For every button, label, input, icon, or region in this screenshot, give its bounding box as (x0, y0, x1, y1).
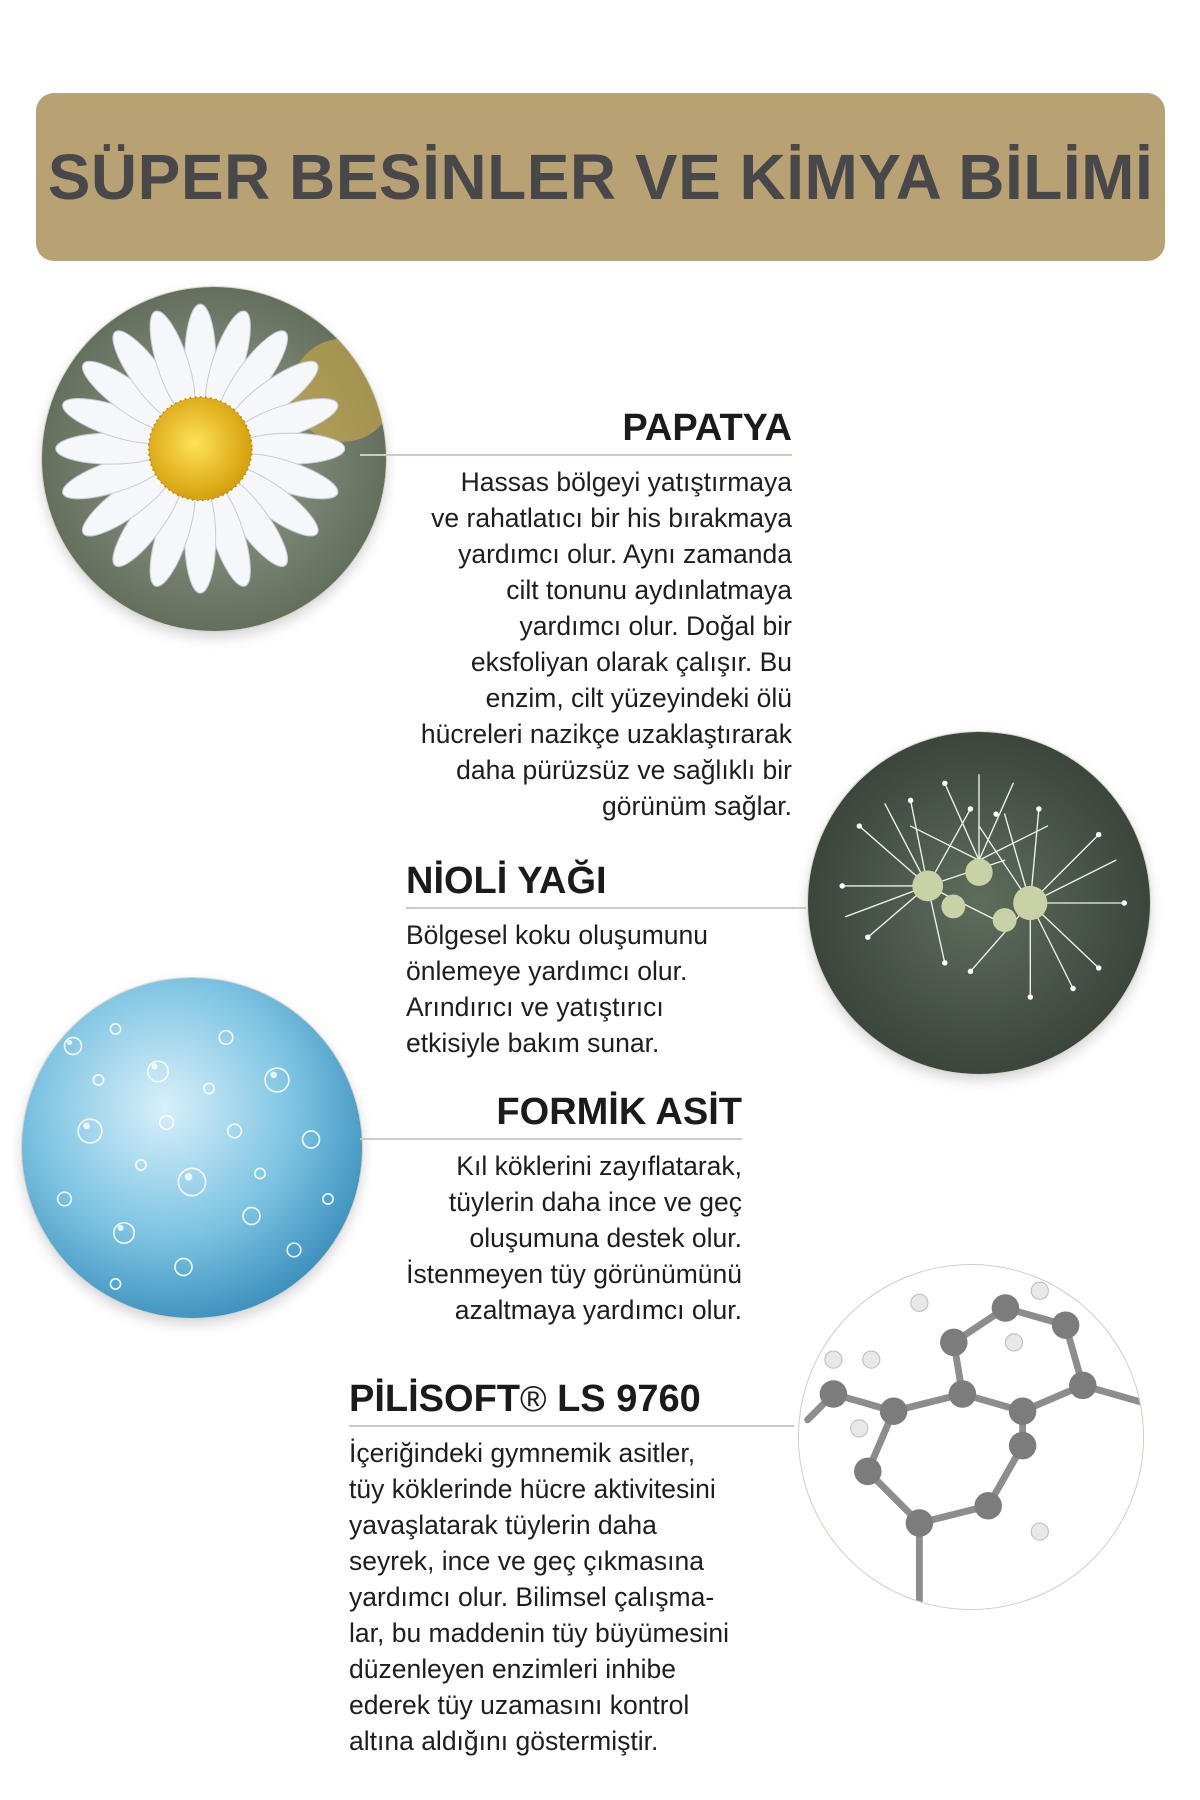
divider (406, 907, 806, 909)
registered-mark: ® (520, 1378, 547, 1419)
ingredient-title: FORMİK ASİT (496, 1091, 742, 1133)
ingredient-papatya (360, 404, 792, 824)
molecule-structure-icon (799, 1265, 1143, 1609)
ingredient-nioli-yagi (406, 857, 806, 1061)
ingredient-title-suffix: LS 9760 (546, 1378, 701, 1420)
header-banner (36, 93, 1165, 261)
ingredient-title-name: PİLİSOFT (349, 1378, 520, 1420)
divider (349, 1425, 794, 1427)
page-title: SÜPER BESİNLER VE KİMYA BİLİMİ (47, 141, 1154, 213)
divider (360, 1138, 742, 1140)
niaouli-blossom-icon (808, 732, 1150, 1074)
ingredient-description: Kıl köklerini zayıflatarak, tüylerin daha ince ve geç oluşumuna destek olur. İstenmeyen tüy görünümünü azaltmaya yardımcı olur. (406, 1151, 742, 1325)
ingredient-title (349, 1375, 794, 1423)
ingredient-description: Hassas bölgeyi yatıştırmaya ve rahatlatıcı bir his bırakmaya yardımcı olur. Aynı zamanda cilt tonunu aydınlatmaya yardımcı olur. Doğal bir eksfoliyan olarak çalışır. Bu enzim, cilt yüzeyindeki ölü hücreleri nazikçe uzaklaştırarak daha pürüzsüz ve sağlıklı bir görünüm sağlar. (420, 467, 792, 821)
ingredient-pilisoft (349, 1375, 794, 1759)
ingredient-description: İçeriğindeki gymnemik asitler, tüy köklerinde hücre aktivitesini yavaşlatarak tüylerin daha seyrek, ince ve geç çıkmasına yardımcı olur. Bilimsel çalışma- lar, bu maddenin tüy büyümesini düzenleyen enzimleri inhibe ederek tüy uzamasını kontrol altına aldığını göstermiştir. (349, 1438, 730, 1756)
water-bubbles-sphere-icon (22, 978, 362, 1318)
ingredient-formik-asit (360, 1088, 742, 1328)
ingredient-title: PAPATYA (622, 407, 792, 449)
divider (360, 454, 792, 456)
chamomile-flower-icon (42, 287, 386, 631)
ingredient-description: Bölgesel koku oluşumunu önlemeye yardımcı olur. Arındırıcı ve yatıştırıcı etkisiyle bakım sunar. (406, 920, 708, 1058)
ingredient-title: NİOLİ YAĞI (406, 860, 607, 902)
